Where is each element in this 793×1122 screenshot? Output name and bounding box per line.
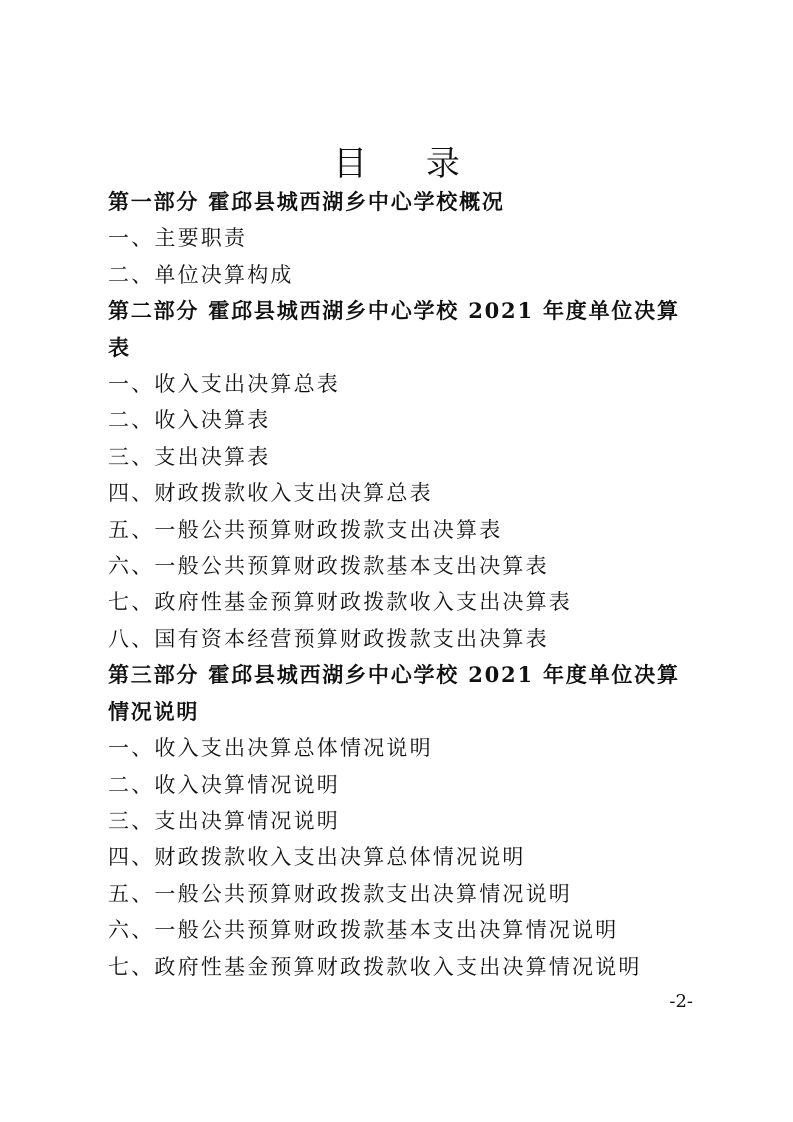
toc-part-2[interactable]: 第二部分 霍邱县城西湖乡中心学校 2021 年度单位决算表	[108, 298, 680, 360]
toc-item[interactable]: 五、一般公共预算财政拨款支出决算表	[108, 517, 503, 542]
toc-item[interactable]: 六、一般公共预算财政拨款基本支出决算表	[108, 554, 549, 579]
toc-item[interactable]: 三、支出决算情况说明	[108, 808, 340, 833]
toc-item[interactable]: 三、支出决算表	[108, 444, 271, 469]
toc-item[interactable]: 六、一般公共预算财政拨款基本支出决算情况说明	[108, 918, 619, 943]
toc-item[interactable]: 二、收入决算情况说明	[108, 772, 340, 797]
toc-item[interactable]: 四、财政拨款收入支出决算总表	[108, 481, 433, 506]
toc-part-3[interactable]: 第三部分 霍邱县城西湖乡中心学校 2021 年度单位决算情况说明	[108, 662, 680, 724]
toc-item[interactable]: 二、单位决算构成	[108, 262, 294, 287]
toc-item[interactable]: 七、政府性基金预算财政拨款收入支出决算情况说明	[108, 954, 642, 979]
toc-item[interactable]: 七、政府性基金预算财政拨款收入支出决算表	[108, 590, 572, 615]
page-title: 目 录	[333, 144, 484, 184]
toc-item[interactable]: 二、收入决算表	[108, 408, 271, 433]
toc-item[interactable]: 五、一般公共预算财政拨款支出决算情况说明	[108, 881, 572, 906]
toc-part-1[interactable]: 第一部分 霍邱县城西湖乡中心学校概况	[108, 189, 505, 214]
toc-item[interactable]: 一、收入支出决算总体情况说明	[108, 736, 433, 761]
page-number: -2-	[669, 991, 693, 1012]
table-of-contents	[108, 184, 698, 985]
toc-item[interactable]: 一、收入支出决算总表	[108, 372, 340, 397]
toc-item[interactable]: 四、财政拨款收入支出决算总体情况说明	[108, 845, 526, 870]
toc-item[interactable]: 一、主要职责	[108, 226, 248, 251]
toc-item[interactable]: 八、国有资本经营预算财政拨款支出决算表	[108, 626, 549, 651]
